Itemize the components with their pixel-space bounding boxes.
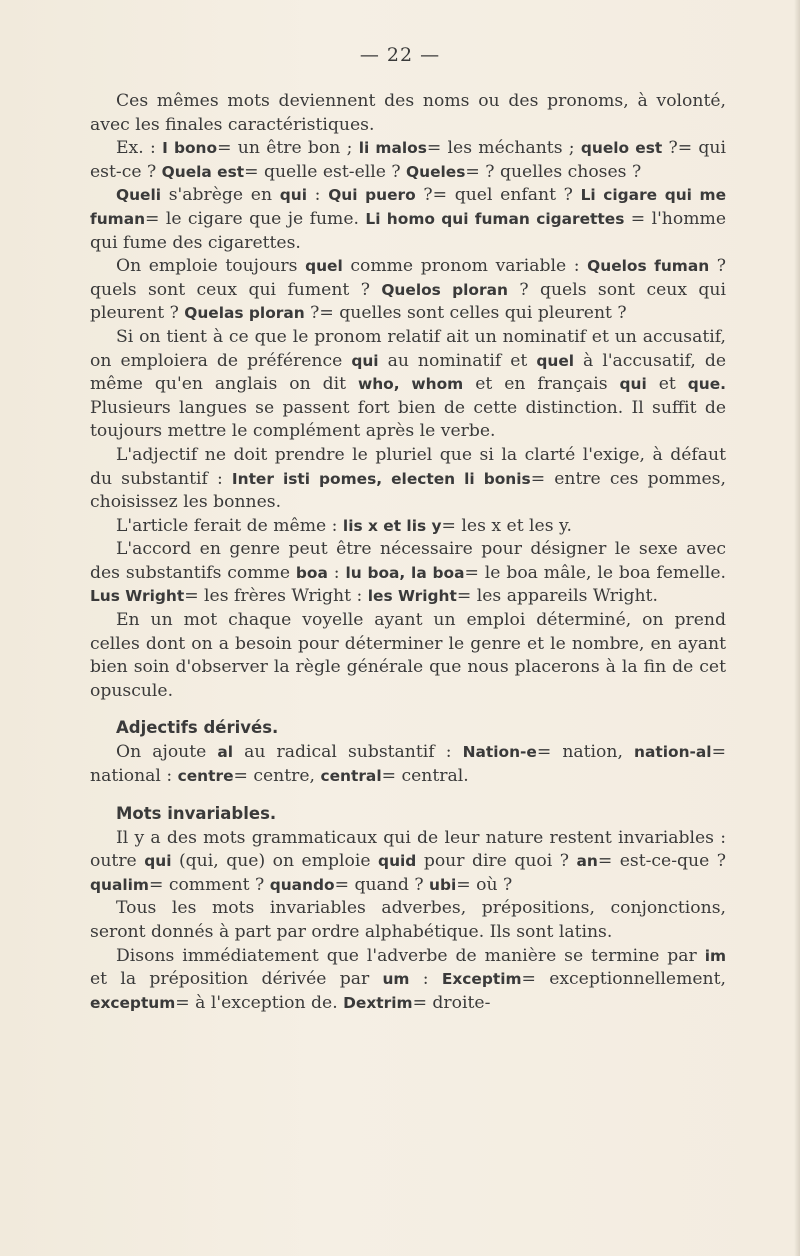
text-run: = le cigare que je fume. [145,208,366,229]
bold-term: quelo est [580,139,663,158]
bold-term: nation-al [634,743,712,762]
bold-term: Nation-e [462,743,537,762]
text-run: = où ? [456,874,513,895]
text-run: = exceptionnellement, [521,969,726,990]
bold-term: Quelos ploran [381,280,508,299]
text-run: : [306,185,329,206]
bold-term: Quela est [161,162,245,181]
text-run: = quand ? [334,874,430,895]
paragraph [90,326,726,444]
bold-term: Queli [116,186,162,205]
page-edge-shadow [794,0,800,1256]
bold-term: quel [536,351,575,370]
paragraph [90,255,726,326]
bold-term: Exceptim [441,970,522,989]
paragraph [90,741,726,788]
text-run: = central. [381,766,469,787]
bold-term: qui [279,186,307,205]
text-run: = à l'exception de. [175,992,344,1013]
bold-term: qui [619,375,647,394]
bold-term: central [320,767,382,786]
text-run: = national : [90,742,726,787]
text-run: L'accord en genre peut être nécessaire pour désigner le sexe avec des substantifs comme [90,539,726,583]
paragraph [90,945,726,1016]
text-run: On ajoute [116,742,218,763]
paragraph [90,184,726,255]
bold-term: an [576,852,598,871]
paragraph [90,137,726,184]
bold-term: who, whom [357,375,464,394]
bold-term: Inter isti pomes, electen li bonis [231,469,531,488]
bold-term: quando [269,875,335,894]
bold-term: lis x et lis y [342,516,442,535]
text-run: = les méchants ; [426,138,581,159]
paragraph [90,515,726,539]
text-run: = centre, [233,766,321,787]
text-run: (qui, que) on emploie [171,851,379,872]
bold-term: qui [144,852,172,871]
bold-term: al [217,743,234,762]
text-run: au radical substantif : [233,742,463,763]
text-run: ? quels sont ceux qui pleurent ? [90,279,726,324]
text-run: et [646,374,688,395]
text-run: ?= quel enfant ? [415,185,581,206]
text-run: = comment ? [148,874,270,895]
bold-term: Lus Wright [90,587,185,606]
bold-term: I bono [162,139,218,158]
text-run: comme pronom variable : [342,256,588,277]
text-run: Ces mêmes mots deviennent des noms ou des pronoms, à volonté, avec les finales caractéristiques. [90,91,726,135]
bold-term: boa [295,563,328,582]
text-run: = est-ce-que ? [597,851,726,872]
text-run: = les frères Wright : [184,586,368,607]
text-run: au nominatif et [378,350,537,371]
bold-term: Quelos fuman [587,257,710,276]
bold-term: Quelas ploran [184,304,305,323]
text-run: ? quels sont ceux qui fument ? [90,256,726,300]
bold-term: qualim [90,875,149,894]
text-run: Il y a des mots grammaticaux qui de leur nature restent invariables : outre [90,827,726,872]
bold-term: im [704,946,726,965]
text-run: pour dire quoi ? [416,851,577,872]
text-run: Tous les mots invariables adverbes, prépositions, conjonctions, seront donnés à part par ordre alphabétique. Ils sont latins. [90,898,726,942]
bold-term: li malos [358,139,427,158]
text-run: = les x et les y. [441,515,572,536]
bold-term: quel [305,257,343,276]
text-run: = entre ces pommes, choisissez les bonnes. [90,468,726,513]
bold-term: cigarettes [536,209,625,228]
bold-term: Qui puero [328,186,416,205]
bold-term: Li cigare qui me fuman [90,186,727,228]
bold-term: ubi [429,875,457,894]
bold-term: les Wright [367,587,457,606]
section-heading: Adjectifs dérivés. [116,718,279,738]
text-run: = le boa mâle, le boa femelle. [464,562,727,583]
text-run: = nation, [536,742,635,763]
paragraph [90,827,726,898]
body-text [90,90,726,1015]
text-run: On emploie toujours [116,256,306,277]
bold-term: Dextrim [343,993,413,1012]
paragraph [90,897,726,944]
bold-term: que. [687,375,726,394]
paragraph [90,538,726,609]
text-run: = quelle est-elle ? [244,161,407,182]
text-run: : [409,969,442,990]
text-run: L'article ferait de même : [116,515,343,536]
text-run: En un mot chaque voyelle ayant un emploi déterminé, on prend celles dont on a besoin pour déterminer le genre et le nombre, en ayant bien soin d'observer la règle générale que nous placerons à la fin de cet opuscule. [90,610,726,701]
text-run: = l'homme qui fume des cigarettes. [90,208,726,253]
text-run: : [327,562,346,583]
bold-term: Queles [406,162,466,181]
text-run: = droite- [412,992,491,1013]
text-run: L'adjectif ne doit prendre le pluriel que si la clarté l'exige, à défaut du substantif : [90,444,726,489]
text-run: = ? quelles choses ? [465,161,642,182]
text-run: ?= qui est-ce ? [90,138,726,182]
bold-term: quid [378,852,417,871]
bold-term: qui [351,351,379,370]
paragraph [90,90,726,137]
bold-term: lu boa, la boa [345,563,465,582]
bold-term: Li homo qui fuman [365,209,530,228]
bold-term: centre [177,767,234,786]
page-number: — 22 — [359,44,441,66]
text-run: Ex. : [116,138,163,159]
text-run: ?= quelles sont celles qui pleurent ? [304,303,627,324]
text-run: et la préposition dérivée par [90,969,383,990]
bold-term: exceptum [90,993,176,1012]
text-run: à l'accusatif, de même qu'en anglais on dit [90,350,726,395]
text-run: Si on tient à ce que le pronom relatif ait un nominatif et un accusatif, on emploiera de préférence [90,326,726,371]
text-run: Disons immédiatement que l'adverbe de manière se termine par [116,945,705,966]
text-run: = un être bon ; [217,138,359,159]
text-run: et en français [463,374,620,395]
section-heading: Mots invariables. [116,803,277,823]
bold-term: um [382,970,410,989]
paragraph [90,444,726,515]
text-run: Plusieurs langues se passent fort bien de cette distinction. Il suffit de toujours mettre le complément après le verbe. [90,397,726,442]
text-run: s'abrège en [161,185,280,206]
text-run: = les appareils Wright. [456,586,658,607]
paragraph [90,609,726,703]
